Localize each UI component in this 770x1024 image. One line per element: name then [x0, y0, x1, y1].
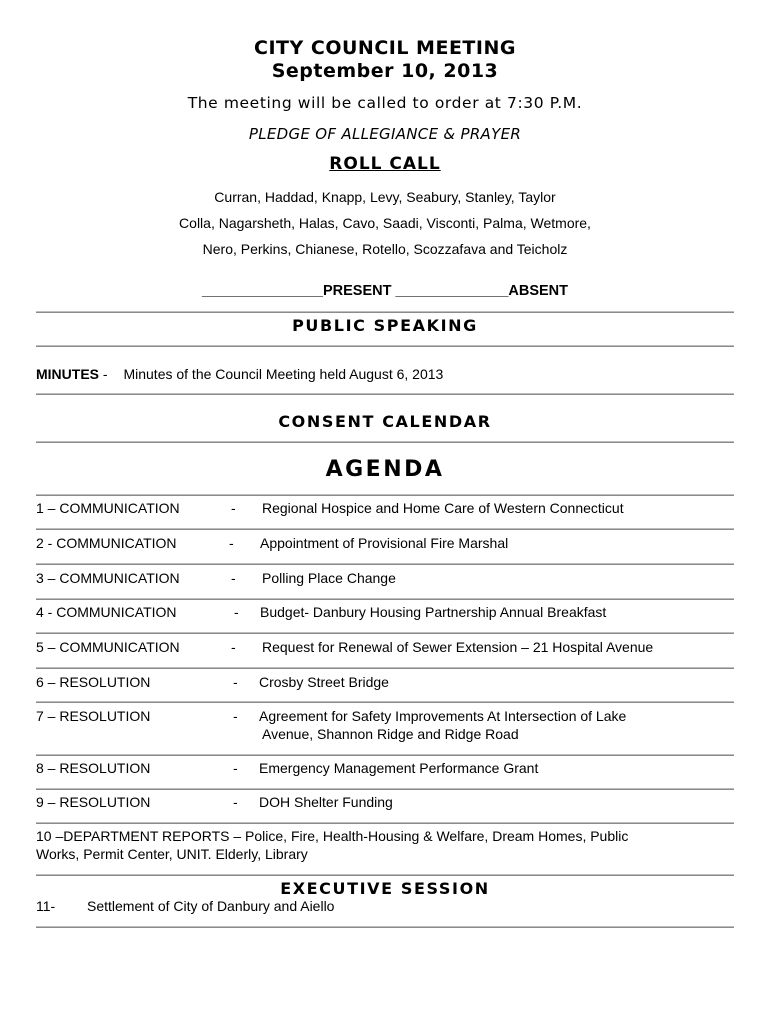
roll-call-names-line3: Nero, Perkins, Chianese, Rotello, Scozzafava and Teicholz — [202, 241, 568, 257]
absent-label: ABSENT — [508, 283, 569, 299]
divider — [36, 311, 734, 313]
absent-blank: ______________ — [395, 283, 509, 299]
roll-call-names-line1: Curran, Haddad, Knapp, Levy, Seabury, Stanley, Taylor — [214, 189, 556, 205]
agenda-item-text-continued: Avenue, Shannon Ridge and Ridge Road — [262, 726, 519, 742]
divider — [36, 788, 734, 790]
public-speaking-heading: PUBLIC SPEAKING — [292, 316, 478, 335]
attendance-line — [0, 283, 770, 299]
roll-call-names-line2: Colla, Nagarsheth, Halas, Cavo, Saadi, Visconti, Palma, Wetmore, — [179, 215, 591, 231]
department-reports-line2: Works, Permit Center, UNIT. Elderly, Library — [36, 846, 308, 862]
divider — [36, 632, 734, 634]
agenda-item-text: Request for Renewal of Sewer Extension – 21 Hospital Avenue — [262, 639, 654, 655]
divider — [36, 822, 734, 824]
divider — [36, 754, 734, 756]
agenda-item-dash: - — [231, 570, 236, 586]
called-to-order-text: The meeting will be called to order at 7:30 P.M. — [187, 94, 583, 112]
agenda-heading: AGENDA — [325, 457, 445, 482]
divider — [36, 598, 734, 600]
agenda-item-dash: - — [233, 708, 238, 724]
executive-session-heading: EXECUTIVE SESSION — [280, 879, 490, 898]
agenda-item-text: Regional Hospice and Home Care of Western Connecticut — [262, 500, 624, 516]
agenda-item-text: Budget- Danbury Housing Partnership Annual Breakfast — [260, 604, 607, 620]
divider — [36, 441, 734, 443]
agenda-item-label: 3 – COMMUNICATION — [36, 570, 180, 586]
agenda-item-dash: - — [233, 760, 238, 776]
divider — [36, 494, 734, 496]
agenda-item-label: 7 – RESOLUTION — [36, 708, 151, 724]
present-blank: _______________ — [201, 283, 323, 299]
executive-session-item-number: 11- — [36, 898, 56, 914]
minutes-text: Minutes of the Council Meeting held August 6, 2013 — [123, 366, 444, 382]
agenda-item-dash: - — [233, 674, 238, 690]
agenda-item-text: DOH Shelter Funding — [259, 794, 393, 810]
document-title: CITY COUNCIL MEETING — [254, 37, 516, 59]
department-reports-line1: 10 –DEPARTMENT REPORTS – Police, Fire, Health-Housing & Welfare, Dream Homes, Public — [36, 828, 629, 844]
agenda-item-label: 6 – RESOLUTION — [36, 674, 151, 690]
divider — [36, 874, 734, 876]
divider — [36, 926, 734, 928]
divider — [36, 528, 734, 530]
agenda-item-label: 1 – COMMUNICATION — [36, 500, 180, 516]
minutes-row — [36, 366, 443, 382]
agenda-item-dash: - — [231, 639, 236, 655]
agenda-item-text: Agreement for Safety Improvements At Intersection of Lake — [259, 708, 627, 724]
agenda-item-dash: - — [229, 535, 234, 551]
divider — [36, 701, 734, 703]
roll-call-heading: ROLL CALL — [329, 154, 441, 174]
agenda-item-dash: - — [234, 604, 239, 620]
agenda-item-label: 9 – RESOLUTION — [36, 794, 151, 810]
agenda-item-dash: - — [233, 794, 238, 810]
agenda-item-text: Appointment of Provisional Fire Marshal — [260, 535, 509, 551]
agenda-item-label: 5 – COMMUNICATION — [36, 639, 180, 655]
agenda-item-label: 8 – RESOLUTION — [36, 760, 151, 776]
divider — [36, 563, 734, 565]
agenda-item-text: Emergency Management Performance Grant — [259, 760, 539, 776]
divider — [36, 393, 734, 395]
meeting-date: September 10, 2013 — [271, 60, 499, 82]
consent-calendar-heading: CONSENT CALENDAR — [278, 412, 492, 431]
present-label: PRESENT — [322, 283, 392, 299]
minutes-label: MINUTES — [36, 366, 99, 382]
agenda-item-label: 2 - COMMUNICATION — [36, 535, 177, 551]
agenda-item-dash: - — [231, 500, 236, 516]
pledge-text: PLEDGE OF ALLEGIANCE & PRAYER — [248, 125, 522, 143]
minutes-dash: - — [102, 366, 108, 382]
divider — [36, 667, 734, 669]
agenda-item-text: Crosby Street Bridge — [259, 674, 389, 690]
agenda-item-text: Polling Place Change — [262, 570, 396, 586]
executive-session-item-text: Settlement of City of Danbury and Aiello — [87, 898, 335, 914]
divider — [36, 345, 734, 347]
agenda-item-label: 4 - COMMUNICATION — [36, 604, 177, 620]
